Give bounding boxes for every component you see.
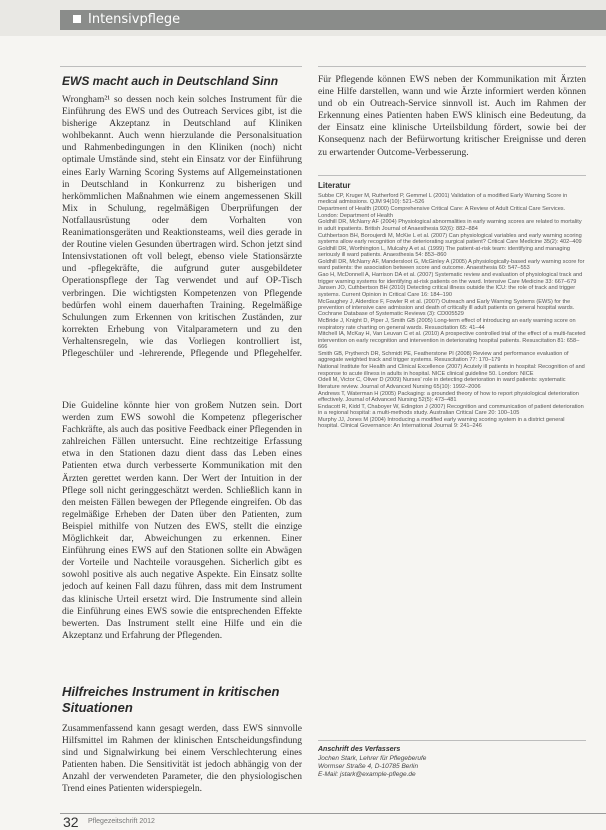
journal-name: Pflegezeitschrift 2012 — [88, 818, 155, 825]
literature-item: Goldhill DR, McNarry AF (2004) Physiological abnormalities in early warning scores are related to mortality in adult inpatients. British Journal of Anaesthesia 92(6): 882–884 — [318, 219, 582, 232]
literature-item: Smith GB, Prytherch DR, Schmidt PE, Featherstone PI (2008) Review and performance evaluation of aggregate weighted track and trigger systems. Resuscitation 77: 170–179 — [318, 351, 569, 364]
literature-heading: Literatur — [318, 181, 351, 190]
author-address: Wormser Straße 4, D-10785 Berlin — [318, 763, 419, 770]
left-divider — [60, 66, 302, 67]
literature-divider — [318, 175, 586, 176]
literature-item: Mitchell IA, McKay H, Van Leuvan C et al. (2010) A prospective controlled trial of the effect of a multi-faceted intervention on early recognition and intervention in deteriorating hospital patients. Resuscitation 81: 658–666 — [318, 331, 586, 351]
literature-list — [318, 193, 586, 735]
literature-item: Jansen JO, Cuthbertson BH (2010) Detecting critical illness outside the ICU: the role of track and trigger systems. Current Opinion in Critical Care 16: 184–190 — [318, 285, 576, 298]
author-name: Jochen Stark, Lehrer für Pflegeberufe — [318, 755, 427, 762]
literature-item: Andrews T, Waterman H (2005) Packaging: a grounded theory of how to report physiological deterioration effectively. Journal of Advanced Nursing 52(5): 473–481 — [318, 390, 579, 404]
body-paragraph-3: Zusammenfassend kann gesagt werden, dass EWS sinnvolle Hilfsmittel im Rahmen der klinischen Entscheidungsfindung sind und Signalwirkung bei einem Verschlechterung eines Patienten haben. Die Sensitivität ist jedoch abhängig von der Anzahl der verwendeten Parameter, die den physiologischen Trend eines Patienten widerspiegeln. — [62, 724, 302, 795]
literature-item: Subbe CP, Kruger M, Rutherford P, Gemmel L (2001) Validation of a modified Early Warning Score in medical admissions. QJM 94(10): 521–526 — [318, 193, 568, 206]
body-paragraph-2: Die Guideline könnte hier von großem Nutzen sein. Dort werden zum EWS sowohl die Kompetenz pflegerischer Fachkräfte, als auch das positive Feedback einer Pflegenden in zahlreichen Fällen untersucht. Eine rechtzeitige Erfassung etwa in den Stationen dazu dient dass das Leben eines Patienten etwa durch verbesserte Kommunikation mit den Ärzten gerettet werden kann. Der Wert der Intuition in der Pflege soll nicht geringgeschätzt werden. Schließlich kann in den meisten Fällen bewegen der Pflegende eingreifen. Ob das regelmäßige Erheben der Daten über den Patienten, zum Beispiel mithilfe von Nutzen des EWS, stellt die einzige Möglichkeit dar, Abweichungen zu erkennen. Einer Einführung eines EWS auf den Stationen sollte ein Abwägen der Vorteile und Nachteile vorausgehen. Sicherlich gibt es sowohl positive als auch negative Aspekte. Ein Einsatz sollte jedoch auf keinen Fall dazu führen, dass mit dem Instrument das klinische Urteil ersetzt wird. Die Instrumente sind allein die Einführung eines EWS sowie die entsprechenden Effekte bewerten. Das Instrument stellt eine Hilfe und ein die Akzeptanz und Erfahrung der Pflegenden. — [62, 401, 302, 641]
header-square-icon — [73, 15, 81, 23]
literature-item: Gao H, McDonnell A, Harrison DA et al. (2007) Systematic review and evaluation of physiological track and trigger warning systems for identifying at-risk patients on the ward. Intensive Care Medicine 33: 667–679 — [318, 272, 583, 285]
section-title-instrument: Hilfreiches Instrument in kritischen Situationen — [62, 684, 280, 715]
footer-rule — [60, 813, 606, 814]
author-box — [318, 746, 586, 779]
literature-item: Cuthbertson BH, Boroujerdi M, McKie L et al. (2007) Can physiological variables and early warning scoring systems allow early recognition of the deteriorating surgical patient? Critical Care Medicine 35(2): 402–409 — [318, 232, 582, 246]
section-title-ews: EWS macht auch in Deutschland Sinn — [62, 74, 279, 88]
body-paragraph-4: Für Pflegende können EWS neben der Kommunikation mit Ärzten eine Hilfe darstellen, wann und wie Ärzte informiert werden können und ob ein Outreach-Service sinnvoll ist. Auch im Rahmen der Erkennung eines Patienten haben EWS klinisch eine Bedeutung, da der Einsatz eine klinische Urteilsbildung fördert, sowie bei der Konsequenz nach der Befürwortung kritischer Ereignisse und deren zu erwartender Outcome-Verbesserung. — [318, 75, 586, 158]
literature-item: Goldhill DR, Worthington L, Mulcahy A et al. (1999) The patient-at-risk team: identifying and managing seriously ill ward patients. Anaesthesia 54: 853–860 — [318, 245, 570, 259]
literature-item: McBride J, Knight D, Piper J, Smith GB (2005) Long-term effect of introducing an early warning score on respiratory rate charting on general wards. Resuscitation 65: 41–44 — [318, 318, 576, 331]
author-heading: Anschrift des Verfassers — [318, 746, 401, 753]
body-paragraph-1: Wrongham²¹ so dessen noch kein solches Instrument für die Einführung des EWS und des Outreach Services gibt, ist die bisherige Akzeptanz in Deutschland auf Kliniken wohlbekannt. Auch wenn hierzulande die Personalsituation und Rahmenbedingungen in den Kliniken (noch) nicht optimale Umstände sind, steht ein Einsatz vor der Einführung eines Early Warning Scoring Systems auf Allgemeinstationen in Deutschland in Konkurrenz zu bisherigen und herkömmlichen Maßnahmen wie einem angemessenen Skill Mix in Schulung, regelmäßigen Überprüfungen der Notfallausrüstung oder dem Vorhalten von Reanimationsgeräten und Reaktionsteams, weil dies gerade in der Routine vielen Gesunden übertragen wird. Schon jetzt sind Intensivstationen oft voll belegt, ebenso viele Stationsärzte und -pflegekräfte, die aufgrund guter ausgebildeter Operationspflege der Tag verwendet und auf OP-Tisch verbringen. Die wichtigsten Kompetenzen von Pflegende bedürfen wohl einem dauerhaften Training. Regelmäßige Schulungen zum Erkennen von kritischen Zuständen, zur korrekten Erhebung von Vitalparametern und zu den Verhaltensregeln, wie das Vorliegen kontrolliert ist, Pflegeschüler und -lehrerende, Pflegende und Pflegehelfer. — [62, 95, 302, 358]
literature-item: Odell M, Victor C, Oliver D (2009) Nurses' role in detecting deterioration in ward patients: systematic literature review. Journal of Advanced Nursing 65(10): 1992–2006 — [318, 377, 566, 390]
literature-item: Murphy JJ, Jones M (2004) Introducing a modified early warning scoring system in a district general hospital. Clinical Governance: An International Journal 9: 241–246 — [318, 417, 565, 430]
page-number: 32 — [63, 814, 79, 830]
section-label: Intensivpflege — [88, 12, 181, 27]
literature-item: McGaughey J, Alderdice F, Fowler R et al. (2007) Outreach and Early Warning Systems (EWS) for the prevention of intensive care admission and death of critically ill adult patients on general hospital wards. Cochrane Database of Systematic Reviews (3): CD005529 — [318, 298, 575, 318]
section-header — [60, 10, 606, 30]
literature-item: Endacott R, Kidd T, Chaboyer W, Edington J (2007) Recognition and communication of patient deterioration in a regional hospital: a multi-methods study. Australian Critical Care 20: 100–105 — [318, 403, 584, 417]
author-email[interactable]: E-Mail: jstark@example-pflege.de — [318, 771, 416, 778]
literature-item: National Institute for Health and Clinical Excellence (2007) Acutely ill patients in hospital: Recognition of and response to acute illness in adults in hospital. NICE clinical guideline 50. London: NICE — [318, 364, 585, 377]
literature-item: Goldhill DR, McNarry AF, Mandersloot G, McGinley A (2005) A physiologically-based early warning score for ward patients: the association between score and outcome. Anaesthesia 60: 547–553 — [318, 259, 585, 272]
literature-item: Department of Health (2000) Comprehensive Critical Care: A Review of Adult Critical Care Services. London: Department of Health — [318, 206, 566, 219]
author-divider — [318, 740, 586, 741]
right-divider — [318, 66, 586, 67]
